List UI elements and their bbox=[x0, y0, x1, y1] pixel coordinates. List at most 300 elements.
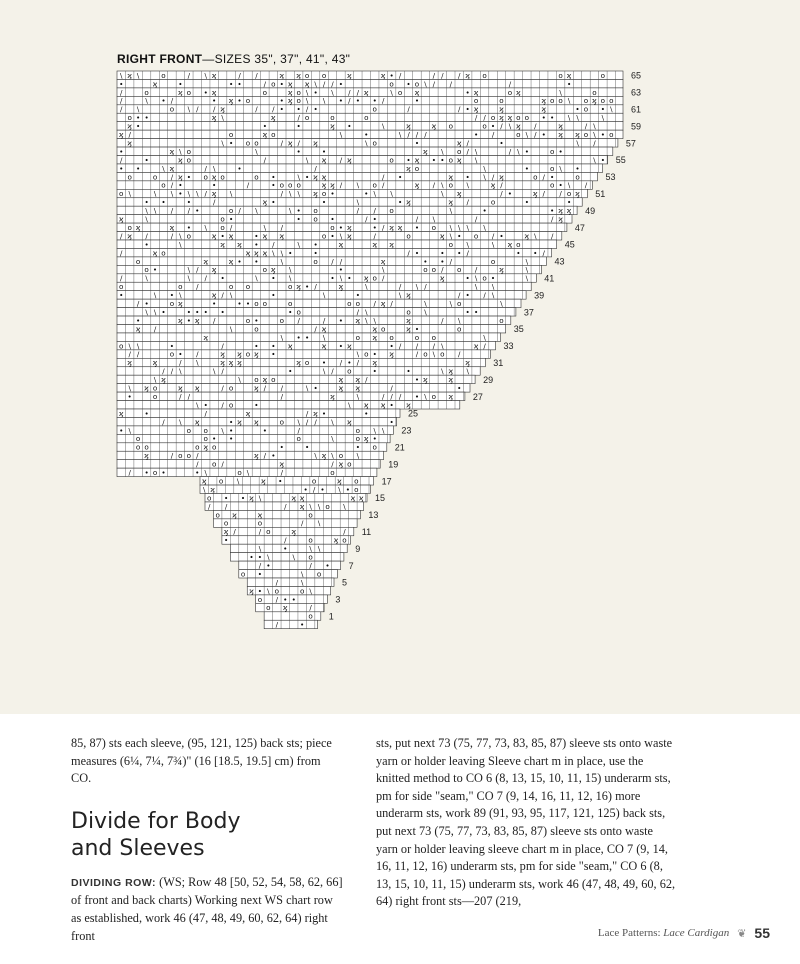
stitch-symbol: o bbox=[299, 586, 305, 596]
stitch-symbol: ϗ bbox=[260, 476, 266, 486]
stitch-symbol: / bbox=[275, 577, 279, 587]
stitch-symbol: • bbox=[279, 96, 284, 106]
stitch-symbol: ϗ bbox=[194, 315, 200, 325]
stitch-symbol: ϗ bbox=[321, 155, 327, 165]
stitch-symbol: o bbox=[355, 434, 361, 444]
stitch-symbol: ϗ bbox=[279, 459, 285, 469]
row-number-label: 61 bbox=[631, 104, 642, 115]
stitch-symbol: \ bbox=[322, 290, 326, 300]
stitch-symbol: o bbox=[372, 180, 377, 190]
stitch-symbol: ϗ bbox=[203, 442, 209, 452]
stitch-symbol: ϗ bbox=[232, 510, 237, 520]
stitch-symbol: o bbox=[347, 299, 352, 308]
stitch-symbol: ϗ bbox=[431, 121, 437, 131]
stitch-symbol: ϗ bbox=[211, 231, 217, 241]
stitch-symbol: • bbox=[169, 341, 175, 351]
stitch-symbol: / bbox=[246, 180, 250, 190]
stitch-symbol: o bbox=[279, 315, 284, 325]
stitch-symbol: o bbox=[215, 510, 220, 520]
stitch-symbol: / bbox=[331, 366, 334, 376]
stitch-symbol: \ bbox=[525, 256, 529, 266]
stitch-symbol: \ bbox=[525, 273, 529, 283]
stitch-symbol: / bbox=[212, 104, 216, 114]
stitch-symbol: • bbox=[305, 172, 310, 182]
stitch-symbol: / bbox=[128, 468, 131, 477]
stitch-symbol: o bbox=[262, 87, 268, 97]
stitch-symbol: ϗ bbox=[406, 400, 411, 410]
stitch-symbol: ϗ bbox=[372, 324, 378, 334]
stitch-symbol: ϗ bbox=[201, 476, 207, 486]
stitch-symbol: \ bbox=[373, 189, 376, 199]
stitch-symbol: / bbox=[474, 265, 478, 275]
stitch-symbol: • bbox=[178, 79, 183, 89]
stitch-symbol: • bbox=[254, 341, 259, 351]
stitch-symbol: / bbox=[432, 341, 436, 351]
stitch-symbol: o bbox=[549, 163, 555, 173]
stitch-symbol: ϗ bbox=[254, 383, 259, 393]
stitch-symbol: ϗ bbox=[177, 383, 183, 393]
stitch-symbol: / bbox=[272, 239, 275, 249]
stitch-symbol: / bbox=[449, 79, 452, 89]
stitch-symbol: ϗ bbox=[220, 358, 226, 368]
stitch-symbol: ϗ bbox=[211, 265, 217, 275]
stitch-symbol: / bbox=[229, 222, 233, 232]
stitch-symbol: o bbox=[274, 586, 280, 596]
stitch-symbol: o bbox=[266, 527, 271, 537]
stitch-symbol: o bbox=[127, 172, 132, 182]
stitch-symbol: ϗ bbox=[380, 256, 386, 266]
chart-row bbox=[205, 493, 385, 503]
row-number-label: 1 bbox=[328, 611, 334, 622]
leaf-ornament-icon: ❦ bbox=[737, 926, 747, 940]
stitch-symbol: \ bbox=[170, 189, 174, 199]
stitch-symbol: • bbox=[278, 476, 283, 486]
stitch-symbol: • bbox=[465, 290, 470, 300]
stitch-symbol: \ bbox=[458, 222, 461, 232]
stitch-symbol: • bbox=[414, 324, 420, 334]
stitch-symbol: o bbox=[338, 451, 344, 461]
stitch-symbol: o bbox=[609, 130, 614, 139]
stitch-symbol: / bbox=[449, 256, 452, 266]
stitch-symbol: / bbox=[550, 231, 554, 241]
stitch-symbol: • bbox=[372, 96, 377, 106]
stitch-symbol: o bbox=[119, 282, 124, 292]
stitch-symbol: • bbox=[144, 468, 149, 477]
stitch-symbol: / bbox=[542, 189, 545, 199]
stitch-symbol: • bbox=[325, 560, 330, 570]
stitch-symbol: / bbox=[153, 324, 157, 334]
stitch-symbol: / bbox=[466, 197, 469, 207]
stitch-symbol: ϗ bbox=[313, 138, 318, 148]
stitch-symbol: / bbox=[187, 70, 191, 80]
stitch-symbol: / bbox=[381, 273, 385, 283]
stitch-symbol: \ bbox=[203, 484, 206, 494]
stitch-symbol: ϗ bbox=[169, 146, 175, 156]
stitch-symbol: o bbox=[144, 442, 149, 452]
stitch-symbol: ϗ bbox=[515, 87, 521, 97]
stitch-symbol: \ bbox=[255, 146, 258, 156]
stitch-symbol: ϗ bbox=[161, 375, 166, 385]
stitch-symbol: \ bbox=[289, 206, 292, 216]
stitch-symbol: \ bbox=[322, 332, 326, 342]
stitch-symbol: ϗ bbox=[237, 349, 242, 359]
stitch-symbol: o bbox=[583, 104, 589, 114]
stitch-symbol: o bbox=[389, 332, 394, 342]
stitch-symbol: o bbox=[203, 425, 208, 435]
stitch-symbol: / bbox=[373, 231, 376, 241]
stitch-symbol: • bbox=[414, 222, 420, 232]
stitch-symbol: o bbox=[355, 425, 361, 435]
stitch-symbol: / bbox=[390, 391, 393, 401]
stitch-symbol: / bbox=[584, 121, 588, 131]
stitch-symbol: • bbox=[288, 307, 293, 317]
stitch-symbol: • bbox=[414, 96, 420, 106]
stitch-symbol: • bbox=[440, 248, 445, 258]
stitch-symbol: / bbox=[356, 307, 360, 317]
stitch-symbol: • bbox=[321, 146, 327, 156]
row-number-label: 55 bbox=[615, 155, 626, 166]
stitch-symbol: • bbox=[228, 138, 234, 148]
stitch-symbol: / bbox=[258, 527, 262, 537]
stitch-symbol: o bbox=[448, 121, 453, 131]
stitch-symbol: o bbox=[186, 87, 192, 97]
stitch-symbol: o bbox=[499, 96, 504, 106]
stitch-symbol: \ bbox=[483, 332, 486, 342]
stitch-symbol: \ bbox=[474, 146, 478, 156]
stitch-symbol: \ bbox=[356, 197, 360, 207]
intro-paragraph: 85, 87) sts each sleeve, (95, 121, 125) back sts; piece measures (6¼, 7¼, 7¾)" (16 [18.5, 19.5] cm) from CO. bbox=[71, 736, 332, 786]
stitch-symbol: / bbox=[170, 96, 174, 106]
stitch-symbol: • bbox=[465, 273, 470, 283]
stitch-symbol: \ bbox=[500, 299, 503, 308]
stitch-symbol: • bbox=[144, 155, 149, 165]
row-number-label: 21 bbox=[394, 442, 405, 453]
stitch-symbol: • bbox=[161, 197, 166, 207]
stitch-symbol: o bbox=[431, 332, 437, 342]
stitch-symbol: ϗ bbox=[456, 189, 462, 199]
stitch-symbol: ϗ bbox=[456, 138, 462, 148]
stitch-symbol: ϗ bbox=[287, 138, 293, 148]
stitch-symbol: / bbox=[204, 408, 207, 418]
row-number-label: 35 bbox=[513, 324, 524, 335]
stitch-symbol: \ bbox=[255, 273, 258, 283]
stitch-symbol: / bbox=[221, 400, 224, 410]
stitch-symbol: • bbox=[372, 366, 377, 376]
stitch-symbol: ϗ bbox=[169, 222, 175, 232]
stitch-symbol: / bbox=[196, 104, 199, 114]
right-text-column bbox=[376, 735, 676, 911]
stitch-symbol: • bbox=[575, 104, 580, 114]
stitch-symbol: ϗ bbox=[291, 527, 297, 537]
stitch-symbol: • bbox=[397, 172, 403, 182]
row-number-label: 47 bbox=[574, 222, 585, 233]
stitch-symbol: ϗ bbox=[338, 383, 344, 393]
stitch-symbol: / bbox=[441, 70, 444, 80]
dividing-row-paragraph bbox=[71, 874, 343, 945]
stitch-symbol: • bbox=[283, 594, 288, 604]
stitch-symbol: • bbox=[228, 214, 234, 224]
chart-row bbox=[117, 248, 552, 257]
stitch-symbol: o bbox=[296, 96, 301, 106]
stitch-symbol: ϗ bbox=[355, 375, 361, 385]
stitch-symbol: ϗ bbox=[575, 189, 580, 199]
stitch-symbol: ϗ bbox=[490, 180, 496, 190]
stitch-symbol: • bbox=[321, 197, 327, 207]
stitch-symbol: ϗ bbox=[380, 70, 386, 80]
stitch-symbol: o bbox=[169, 299, 175, 308]
stitch-symbol: • bbox=[330, 231, 335, 241]
stitch-symbol: ϗ bbox=[144, 451, 149, 461]
dividing-row-label: DIVIDING ROW: bbox=[71, 876, 157, 889]
stitch-symbol: o bbox=[207, 493, 212, 503]
stitch-symbol: / bbox=[233, 527, 236, 537]
stitch-symbol: / bbox=[508, 146, 512, 156]
stitch-symbol: ϗ bbox=[299, 493, 305, 503]
stitch-symbol: / bbox=[179, 358, 182, 368]
stitch-symbol: ϗ bbox=[372, 358, 378, 368]
stitch-symbol: / bbox=[500, 180, 503, 190]
stitch-symbol: ϗ bbox=[473, 87, 479, 97]
stitch-symbol: o bbox=[119, 189, 124, 199]
stitch-symbol: / bbox=[365, 375, 368, 385]
stitch-symbol: / bbox=[398, 282, 402, 292]
stitch-symbol: ϗ bbox=[448, 391, 454, 401]
stitch-symbol: / bbox=[432, 180, 436, 190]
stitch-symbol: • bbox=[305, 332, 310, 342]
stitch-symbol: • bbox=[186, 197, 191, 207]
page-footer bbox=[598, 925, 770, 941]
stitch-symbol: • bbox=[330, 189, 335, 199]
stitch-symbol: • bbox=[257, 586, 263, 596]
stitch-symbol: • bbox=[490, 273, 496, 283]
stitch-symbol: o bbox=[152, 391, 158, 401]
stitch-symbol: / bbox=[424, 130, 427, 139]
stitch-symbol: • bbox=[457, 383, 462, 393]
stitch-symbol: • bbox=[257, 569, 263, 579]
stitch-symbol: ϗ bbox=[211, 189, 217, 199]
stitch-symbol: ϗ bbox=[237, 417, 242, 427]
stitch-symbol: \ bbox=[365, 138, 368, 148]
stitch-symbol: • bbox=[320, 484, 325, 494]
stitch-symbol: ϗ bbox=[169, 163, 175, 173]
stitch-symbol: \ bbox=[398, 130, 402, 139]
stitch-symbol: / bbox=[381, 172, 385, 182]
stitch-symbol: o bbox=[558, 70, 563, 80]
stitch-symbol: \ bbox=[212, 163, 216, 173]
stitch-symbol: ϗ bbox=[127, 121, 133, 131]
stitch-symbol: ϗ bbox=[566, 70, 572, 80]
stitch-symbol: \ bbox=[128, 383, 131, 393]
stitch-symbol: ϗ bbox=[558, 206, 564, 216]
stitch-symbol: \ bbox=[432, 349, 436, 359]
stitch-symbol: • bbox=[474, 307, 479, 317]
stitch-symbol: \ bbox=[297, 189, 300, 199]
row-number-label: 33 bbox=[503, 341, 514, 352]
stitch-symbol: • bbox=[414, 391, 420, 401]
stitch-symbol: \ bbox=[145, 96, 148, 106]
stitch-symbol: / bbox=[309, 603, 312, 613]
stitch-symbol: ϗ bbox=[194, 383, 200, 393]
stitch-symbol: / bbox=[258, 560, 262, 570]
stitch-symbol: / bbox=[331, 256, 334, 266]
stitch-symbol: / bbox=[398, 70, 402, 80]
stitch-symbol: \ bbox=[179, 290, 182, 300]
stitch-symbol: / bbox=[170, 206, 174, 216]
stitch-symbol: • bbox=[245, 299, 251, 308]
stitch-symbol: • bbox=[279, 442, 284, 452]
stitch-symbol: • bbox=[271, 290, 276, 300]
chart-row bbox=[117, 299, 521, 308]
stitch-symbol: / bbox=[593, 138, 596, 148]
stitch-symbol: / bbox=[284, 535, 287, 545]
stitch-symbol: ϗ bbox=[296, 358, 302, 368]
stitch-symbol: ϗ bbox=[406, 197, 411, 207]
footer-running-title bbox=[598, 927, 729, 939]
stitch-symbol: • bbox=[254, 231, 259, 241]
stitch-symbol: o bbox=[457, 324, 462, 334]
stitch-symbol: • bbox=[550, 172, 555, 182]
stitch-symbol: • bbox=[144, 197, 149, 207]
row-number-label: 45 bbox=[564, 239, 575, 250]
stitch-symbol: / bbox=[238, 70, 241, 80]
stitch-symbol: • bbox=[474, 130, 479, 139]
stitch-symbol: o bbox=[266, 603, 271, 613]
chart-row bbox=[117, 350, 490, 359]
stitch-symbol: \ bbox=[356, 391, 360, 401]
stitch-symbol: ϗ bbox=[346, 155, 352, 165]
stitch-symbol: ϗ bbox=[177, 155, 183, 165]
stitch-symbol: o bbox=[152, 383, 158, 393]
footer-title: Lace Cardigan bbox=[663, 927, 730, 939]
stitch-symbol: ϗ bbox=[439, 273, 445, 283]
row-number-label: 3 bbox=[335, 594, 341, 605]
stitch-symbol: \ bbox=[229, 189, 233, 199]
stitch-symbol: o bbox=[218, 476, 224, 486]
stitch-symbol: o bbox=[169, 104, 175, 114]
stitch-symbol: • bbox=[237, 96, 242, 106]
stitch-symbol: o bbox=[161, 70, 166, 80]
stitch-symbol: ϗ bbox=[262, 248, 268, 258]
stitch-symbol: / bbox=[297, 315, 300, 325]
stitch-symbol: • bbox=[338, 265, 344, 275]
stitch-symbol: o bbox=[355, 299, 361, 308]
stitch-symbol: \ bbox=[415, 282, 419, 292]
row-number-label: 27 bbox=[472, 391, 483, 402]
stitch-symbol: • bbox=[600, 104, 605, 114]
stitch-symbol: \ bbox=[196, 189, 199, 199]
stitch-symbol: \ bbox=[567, 180, 571, 190]
stitch-symbol: • bbox=[119, 79, 124, 89]
stitch-symbol: o bbox=[457, 299, 462, 308]
stitch-symbol: • bbox=[364, 189, 369, 199]
stitch-symbol: \ bbox=[153, 307, 157, 317]
row-number-label: 59 bbox=[631, 121, 642, 132]
stitch-symbol: \ bbox=[381, 425, 385, 435]
row-number-label: 11 bbox=[361, 526, 372, 537]
stitch-symbol: / bbox=[356, 87, 360, 97]
stitch-symbol: o bbox=[304, 70, 310, 80]
stitch-symbol: \ bbox=[381, 121, 385, 131]
stitch-symbol: \ bbox=[576, 138, 579, 148]
stitch-symbol: ϗ bbox=[355, 315, 361, 325]
stitch-symbol: \ bbox=[525, 130, 529, 139]
row-number-label: 15 bbox=[375, 493, 386, 504]
stitch-symbol: o bbox=[245, 315, 251, 325]
stitch-symbol: • bbox=[372, 349, 377, 359]
stitch-symbol: \ bbox=[441, 180, 444, 190]
stitch-symbol: • bbox=[237, 163, 242, 173]
stitch-symbol: o bbox=[220, 172, 225, 182]
stitch-symbol: \ bbox=[491, 239, 495, 249]
row-number-label: 43 bbox=[554, 256, 565, 267]
stitch-symbol: • bbox=[237, 256, 242, 266]
stitch-symbol: ϗ bbox=[262, 231, 268, 241]
stitch-symbol: o bbox=[228, 383, 234, 393]
stitch-symbol: \ bbox=[331, 87, 334, 97]
stitch-symbol: / bbox=[432, 70, 436, 80]
stitch-symbol: / bbox=[550, 214, 554, 224]
stitch-symbol: • bbox=[566, 79, 572, 89]
stitch-symbol: o bbox=[516, 113, 521, 123]
stitch-symbol: \ bbox=[483, 163, 486, 173]
stitch-symbol: \ bbox=[441, 146, 444, 156]
stitch-symbol: ϗ bbox=[279, 70, 285, 80]
stitch-symbol: / bbox=[170, 172, 174, 182]
stitch-symbol: ϗ bbox=[211, 113, 217, 123]
stitch-symbol: • bbox=[440, 256, 445, 266]
stitch-symbol: ϗ bbox=[346, 231, 352, 241]
stitch-symbol: ϗ bbox=[321, 451, 327, 461]
stitch-symbol: o bbox=[254, 299, 259, 308]
stitch-symbol: ϗ bbox=[414, 87, 420, 97]
stitch-symbol: \ bbox=[534, 231, 537, 241]
stitch-symbol: o bbox=[423, 349, 428, 359]
stitch-symbol: \ bbox=[297, 239, 300, 249]
stitch-symbol: • bbox=[186, 307, 191, 317]
stitch-symbol: \ bbox=[267, 586, 270, 596]
stitch-symbol: \ bbox=[331, 434, 334, 444]
stitch-symbol: \ bbox=[136, 341, 140, 351]
stitch-symbol: o bbox=[135, 434, 141, 444]
stitch-symbol: o bbox=[325, 501, 330, 511]
stitch-symbol: \ bbox=[145, 214, 148, 224]
stitch-symbol: ϗ bbox=[127, 231, 133, 241]
stitch-symbol: • bbox=[347, 121, 352, 131]
stitch-symbol: / bbox=[500, 121, 503, 131]
stitch-symbol: \ bbox=[255, 206, 258, 216]
stitch-symbol: o bbox=[414, 79, 420, 89]
stitch-symbol: ϗ bbox=[177, 172, 183, 182]
stitch-symbol: \ bbox=[365, 307, 368, 317]
stitch-symbol: / bbox=[331, 459, 334, 469]
stitch-symbol: \ bbox=[238, 375, 241, 385]
stitch-symbol: • bbox=[313, 87, 318, 97]
stitch-symbol: / bbox=[275, 594, 279, 604]
stitch-symbol: • bbox=[345, 484, 350, 494]
row-number-label: 31 bbox=[493, 357, 504, 368]
stitch-symbol: • bbox=[338, 315, 344, 325]
stitch-symbol: ϗ bbox=[262, 375, 268, 385]
stitch-symbol: \ bbox=[280, 248, 283, 258]
stitch-symbol: \ bbox=[120, 70, 123, 80]
stitch-symbol: ϗ bbox=[223, 527, 229, 537]
stitch-symbol: • bbox=[300, 620, 305, 630]
stitch-symbol: / bbox=[120, 96, 123, 106]
stitch-symbol: o bbox=[414, 163, 420, 173]
stitch-symbol: • bbox=[212, 96, 217, 106]
stitch-symbol: • bbox=[305, 442, 310, 452]
stitch-symbol: o bbox=[296, 307, 301, 317]
